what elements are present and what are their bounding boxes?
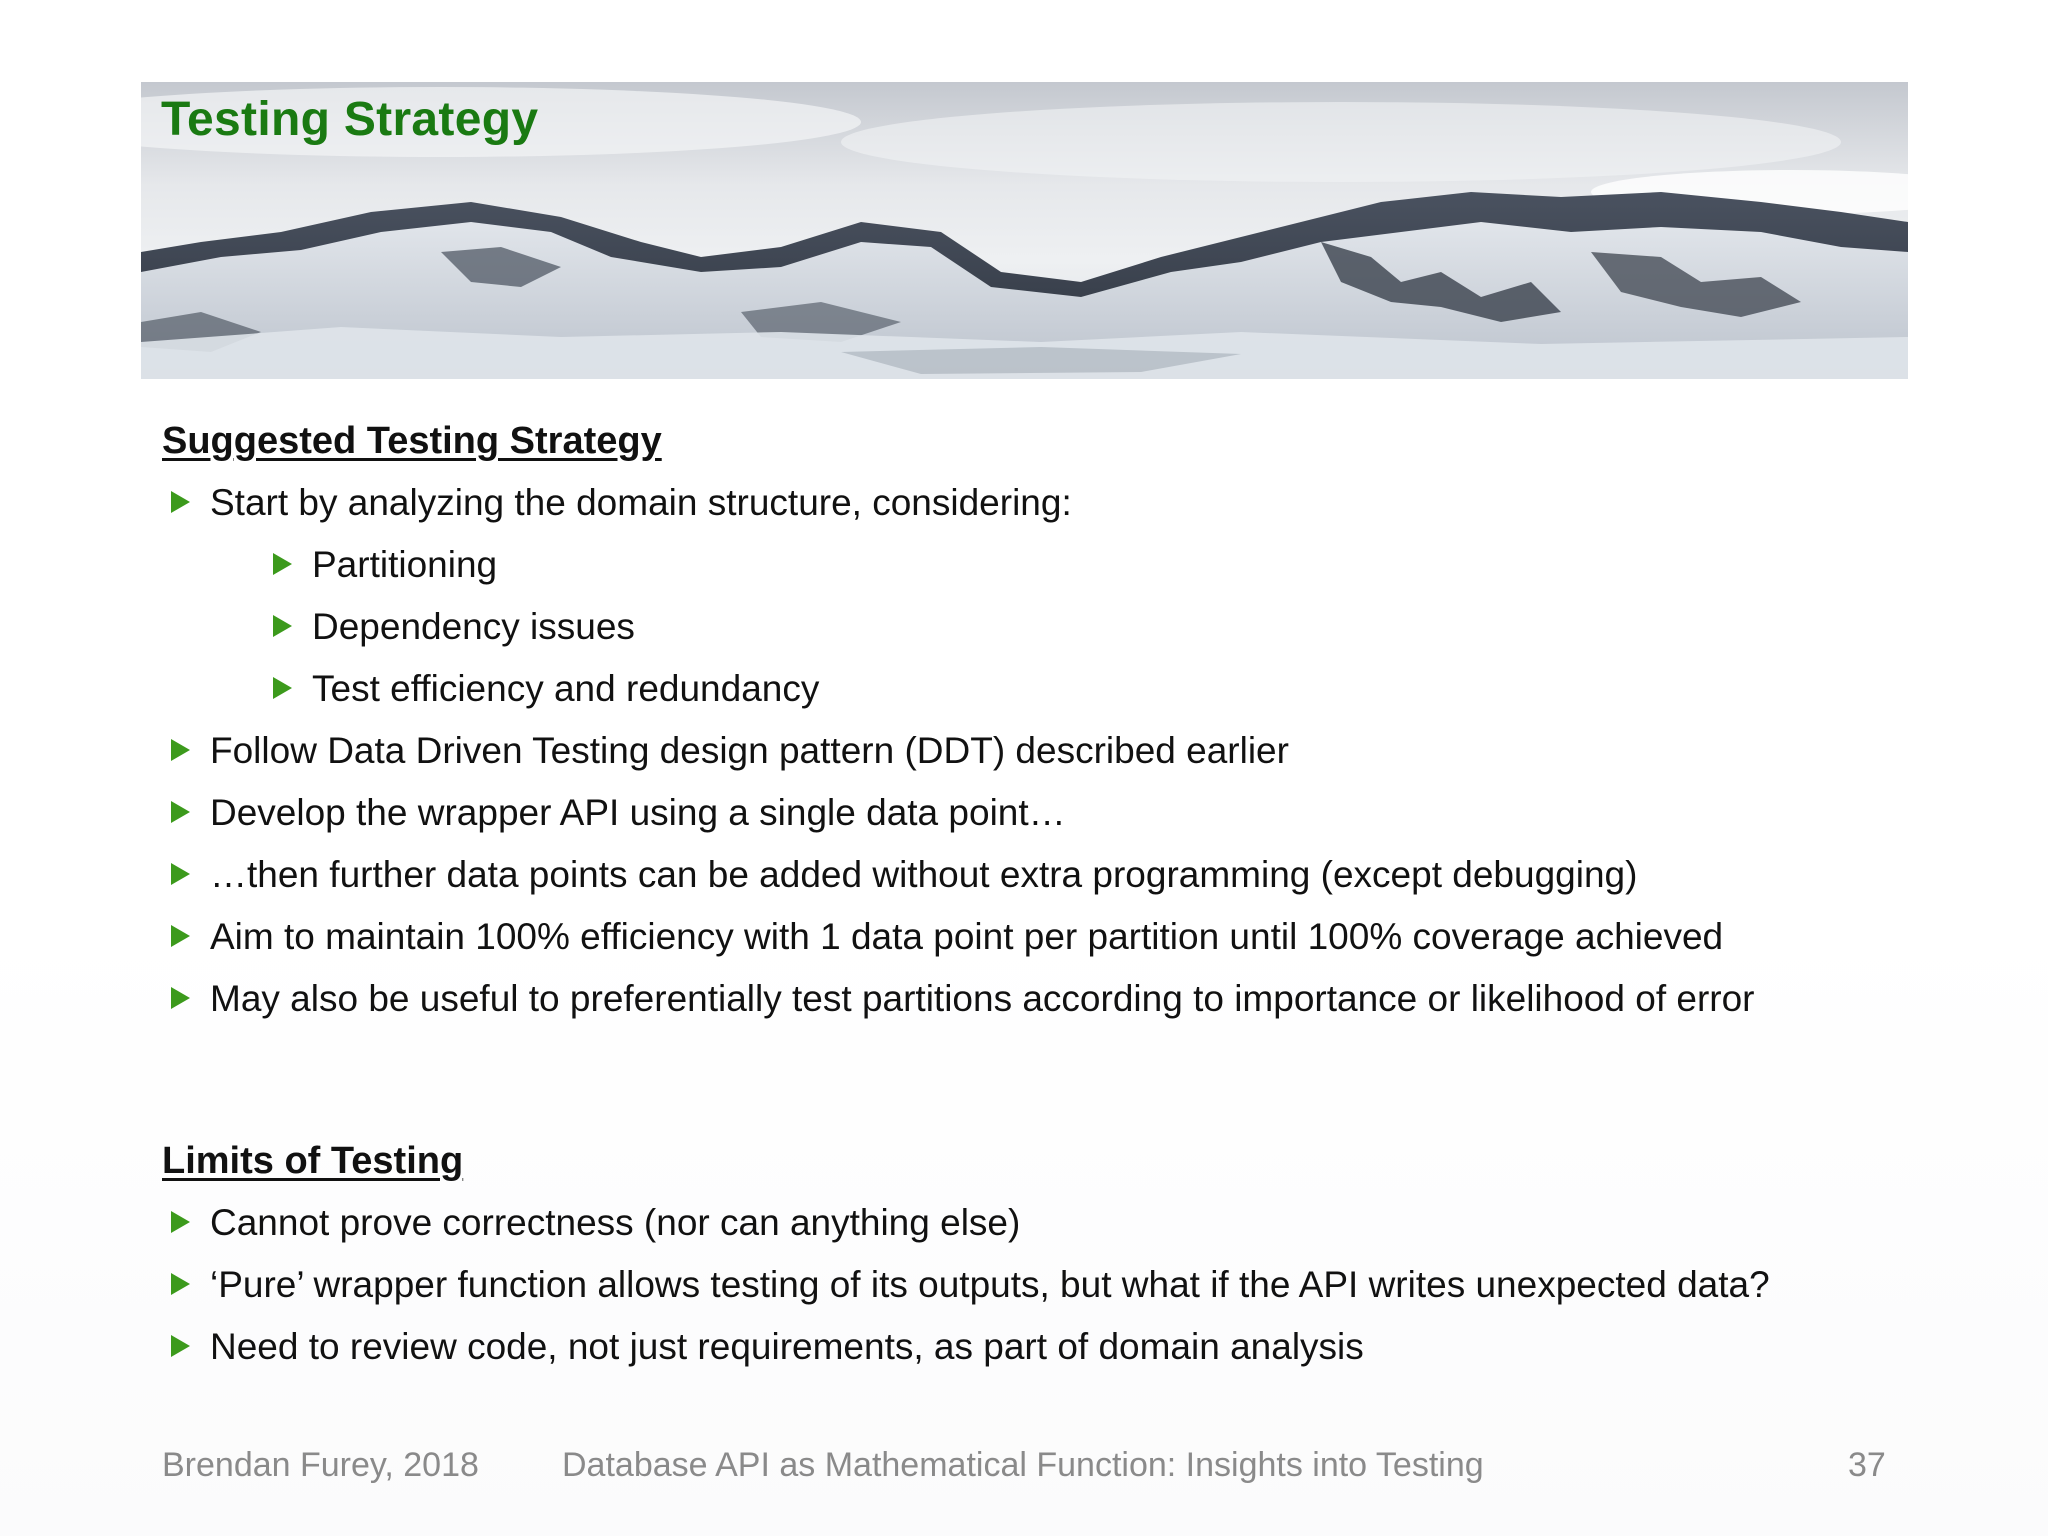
bullet-triangle-icon: [273, 553, 292, 575]
bullet-text: Follow Data Driven Testing design pattern (DDT) described earlier: [210, 730, 1289, 771]
bullet-triangle-icon: [171, 491, 190, 513]
bullet-triangle-icon: [171, 1211, 190, 1233]
sub-bullet-item: [273, 667, 819, 711]
section-heading-limits-of-testing: Limits of Testing: [162, 1140, 464, 1182]
slide-title: Testing Strategy: [161, 93, 539, 146]
bullet-item: [171, 915, 1723, 959]
bullet-text: Dependency issues: [312, 606, 635, 647]
footer-presentation-title: Database API as Mathematical Function: Insights into Testing: [562, 1446, 1484, 1484]
bullet-item: [171, 729, 1289, 773]
bullet-text: …then further data points can be added without extra programming (except debugging): [210, 854, 1638, 895]
bullet-text: Partitioning: [312, 544, 498, 585]
bullet-text: Need to review code, not just requirements, as part of domain analysis: [210, 1326, 1364, 1367]
bullet-item: [171, 481, 1072, 525]
bullet-text: ‘Pure’ wrapper function allows testing of its outputs, but what if the API writes unexpected data?: [210, 1264, 1770, 1305]
bullet-text: Develop the wrapper API using a single data point…: [210, 792, 1066, 833]
section-heading-suggested-strategy: Suggested Testing Strategy: [162, 420, 662, 462]
bullet-text: Aim to maintain 100% efficiency with 1 data point per partition until 100% coverage achieved: [210, 916, 1724, 957]
bullet-triangle-icon: [273, 615, 292, 637]
footer-page-number: 37: [1848, 1446, 1886, 1484]
bullet-item: [171, 1325, 1364, 1369]
bullet-item: [171, 791, 1066, 835]
bullet-triangle-icon: [273, 677, 292, 699]
bullet-triangle-icon: [171, 1273, 190, 1295]
bullet-text: Test efficiency and redundancy: [312, 668, 820, 709]
bullet-text: Start by analyzing the domain structure, considering:: [210, 482, 1072, 523]
bullet-text: May also be useful to preferentially test partitions according to importance or likelihood of error: [210, 978, 1755, 1019]
bullet-text: Cannot prove correctness (nor can anything else): [210, 1202, 1021, 1243]
bullet-item: [171, 1201, 1020, 1245]
footer-author: Brendan Furey, 2018: [162, 1446, 479, 1484]
bullet-triangle-icon: [171, 925, 190, 947]
bullet-item: [171, 1263, 1770, 1307]
bullet-triangle-icon: [171, 739, 190, 761]
bullet-triangle-icon: [171, 987, 190, 1009]
sub-bullet-item: [273, 543, 497, 587]
header-banner: [141, 82, 1908, 379]
bullet-triangle-icon: [171, 863, 190, 885]
bullet-item: [171, 853, 1637, 897]
bullet-triangle-icon: [171, 1335, 190, 1357]
bullet-item: [171, 977, 1755, 1021]
sub-bullet-item: [273, 605, 635, 649]
bullet-triangle-icon: [171, 801, 190, 823]
